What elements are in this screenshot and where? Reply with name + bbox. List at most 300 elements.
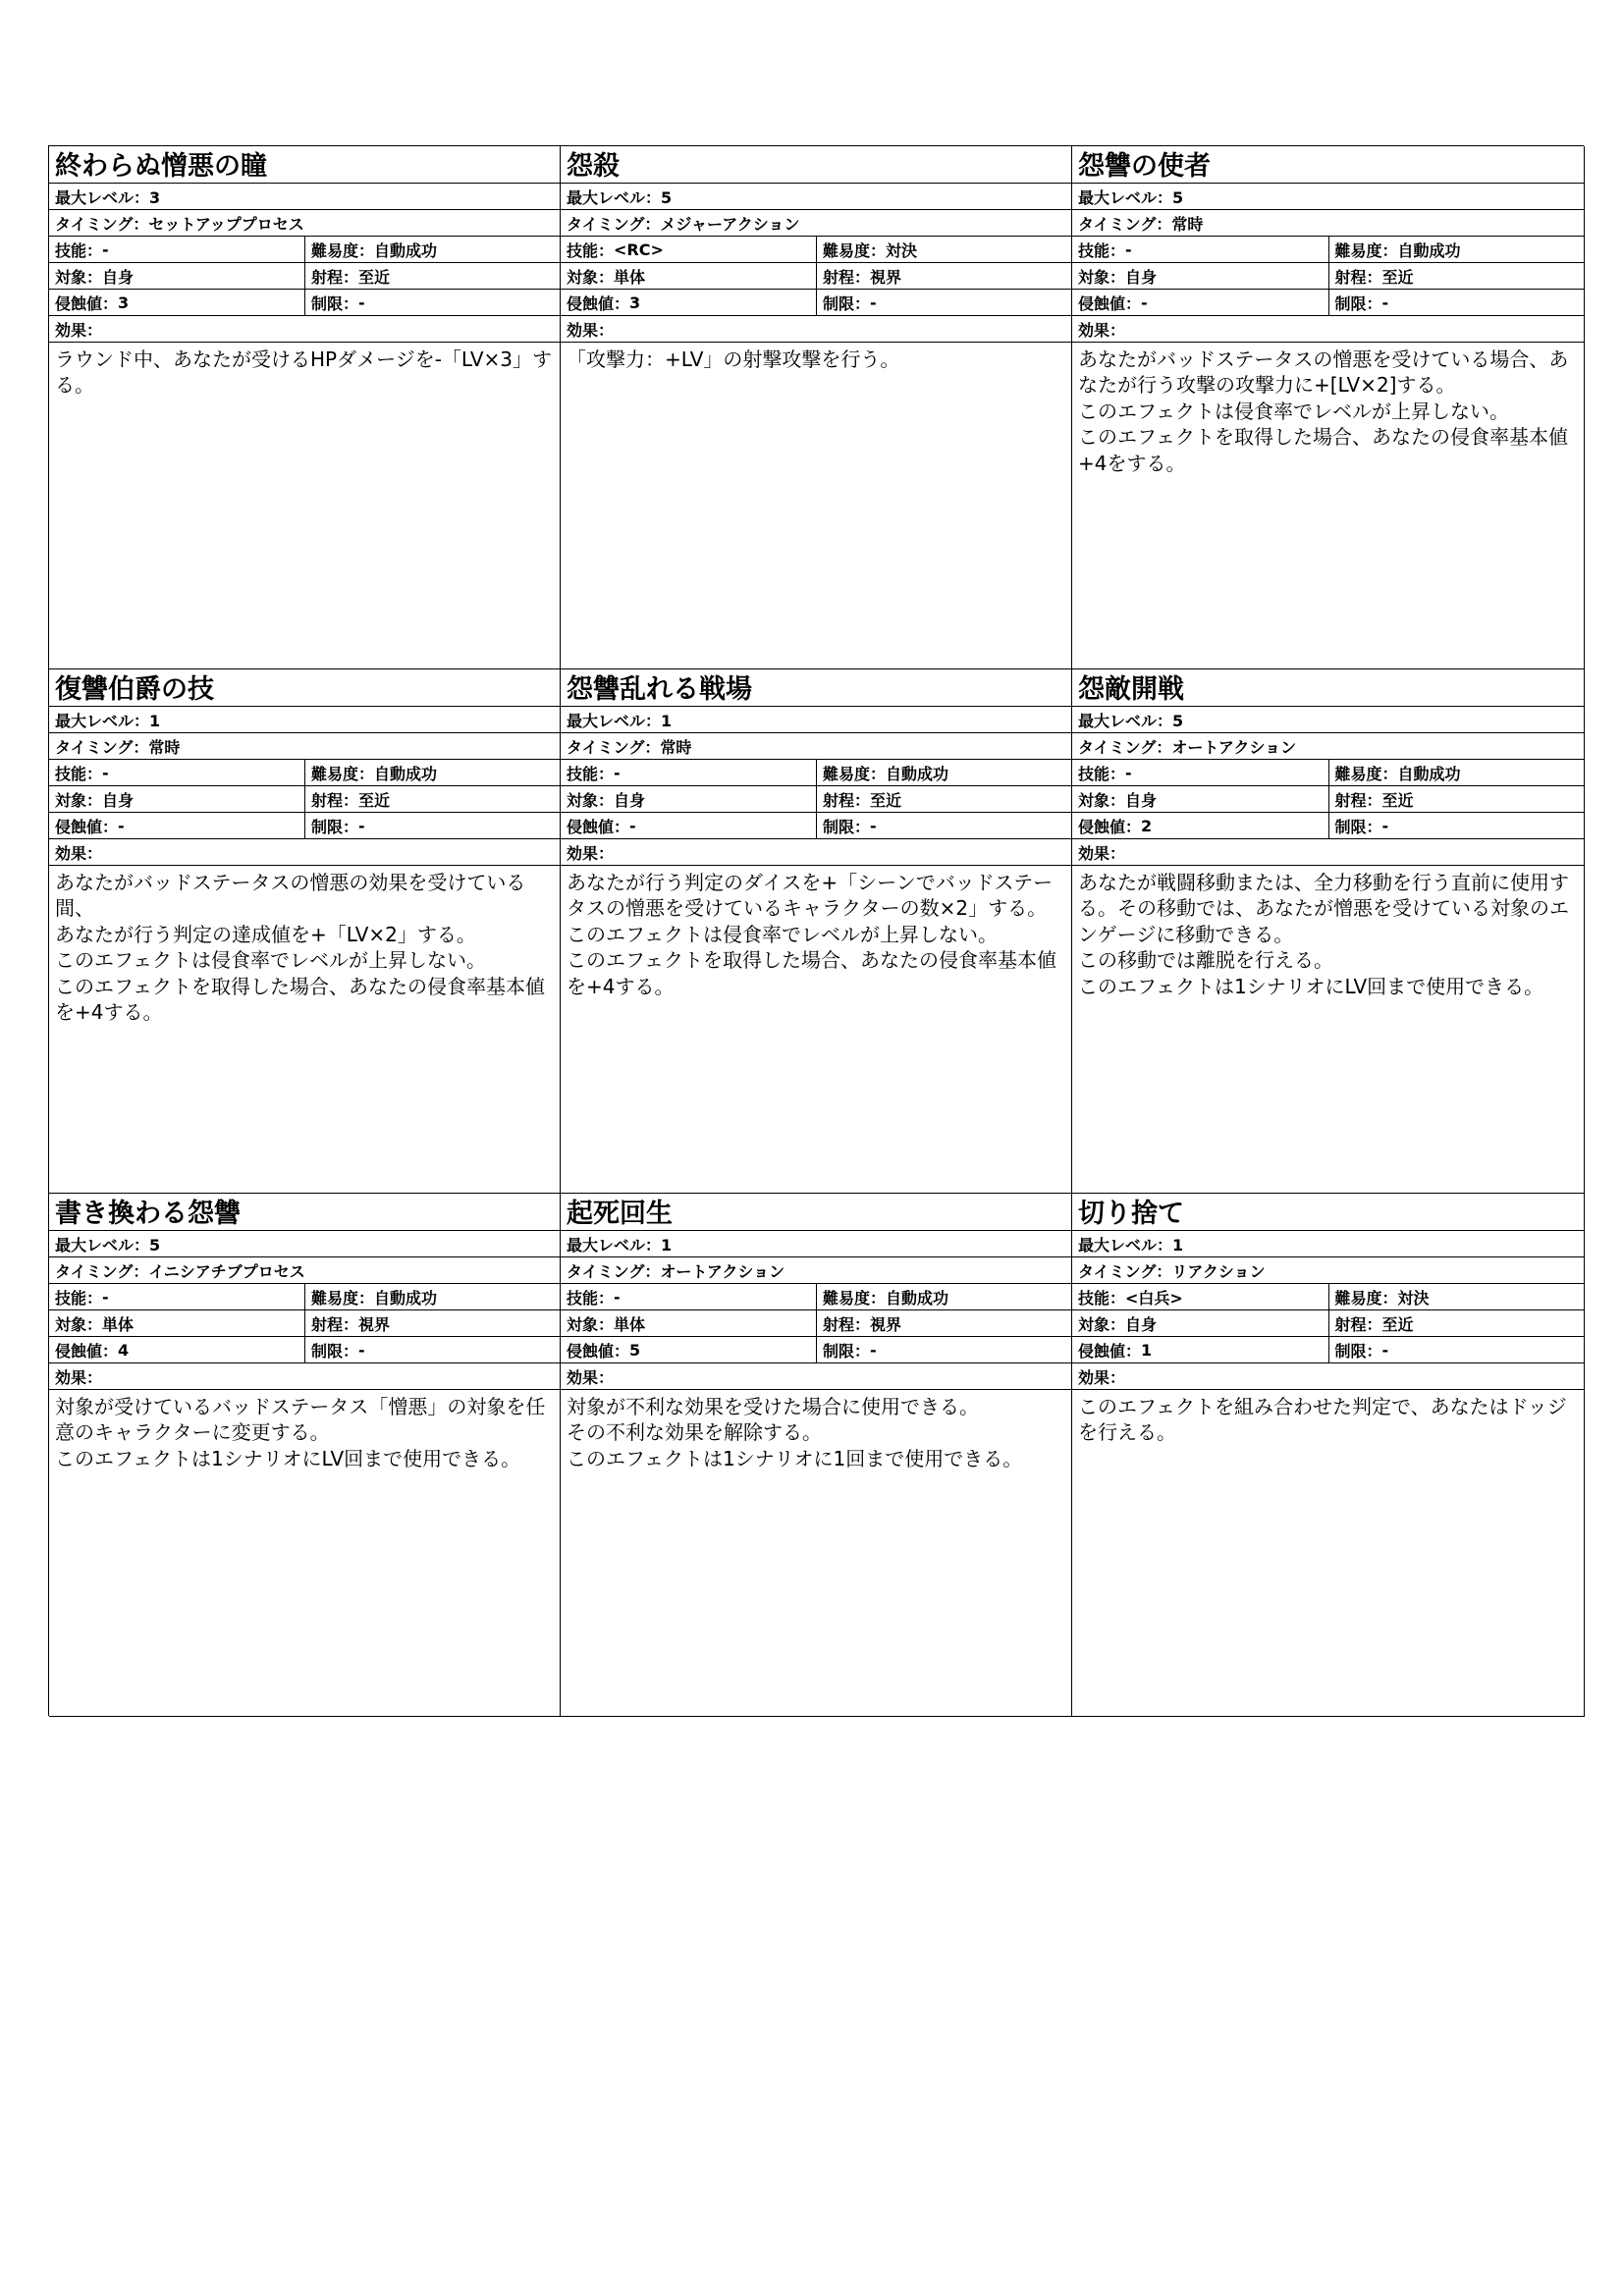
- limit-value: -: [870, 293, 877, 312]
- max-level-label: 最大レベル：: [567, 187, 662, 207]
- limit-field: [304, 1337, 560, 1362]
- effect-text: 対象が受けているバッドステータス「憎悪」の対象を任意のキャラクターに変更する。 このエフェクトは1シナリオにLV回まで使用できる。: [55, 1395, 546, 1470]
- skill-label: 技能：: [1078, 1288, 1126, 1308]
- target-value: 自身: [1125, 790, 1158, 810]
- difficulty-value: 自動成功: [374, 240, 438, 260]
- target-range-row: [49, 1310, 560, 1337]
- target-label: 対象：: [1078, 267, 1126, 287]
- erosion-limit-row: [1072, 813, 1584, 839]
- limit-field: [1328, 813, 1585, 838]
- timing-row: [49, 1257, 560, 1284]
- max-level-row: [1072, 1231, 1584, 1257]
- skill-difficulty-row: [49, 237, 560, 263]
- range-value: 至近: [358, 267, 391, 287]
- max-level-label: 最大レベル：: [567, 711, 662, 730]
- max-level-field: [49, 1233, 166, 1255]
- effect-card: [561, 1194, 1072, 1717]
- erosion-label: 侵蝕値：: [55, 294, 119, 313]
- max-level-row: [561, 707, 1071, 733]
- erosion-label: 侵蝕値：: [567, 817, 630, 836]
- effect-header-row: [1072, 316, 1584, 343]
- timing-label: タイミング：: [55, 1261, 149, 1281]
- difficulty-label: 難易度：: [311, 240, 375, 260]
- timing-value: リアクション: [1171, 1261, 1266, 1281]
- effect-label: 効果：: [55, 843, 103, 863]
- range-label: 射程：: [311, 1314, 359, 1334]
- difficulty-value: 自動成功: [886, 1288, 949, 1308]
- max-level-label: 最大レベル：: [567, 1235, 662, 1255]
- target-label: 対象：: [1078, 1314, 1126, 1334]
- skill-field: [561, 760, 816, 785]
- erosion-limit-row: [49, 813, 560, 839]
- max-level-row: [49, 184, 560, 210]
- erosion-value: -: [1141, 293, 1148, 312]
- timing-field: [561, 212, 805, 235]
- effect-text: あなたが行う判定のダイスを+「シーンでバッドステータスの憎悪を受けているキャラクターの数×2」する。 このエフェクトは侵食率でレベルが上昇しない。 このエフェクトを取得した場合、あなたの侵食率基本値を+4する。: [567, 871, 1056, 998]
- effect-header-row: [49, 839, 560, 866]
- target-range-row: [1072, 786, 1584, 813]
- erosion-label: 侵蝕値：: [55, 817, 119, 836]
- skill-label: 技能：: [567, 240, 615, 260]
- limit-label: 制限：: [1334, 1341, 1382, 1361]
- target-field: [561, 786, 816, 812]
- card-title-row: [49, 1194, 560, 1231]
- target-label: 対象：: [567, 1314, 615, 1334]
- skill-value: -: [1125, 240, 1132, 259]
- difficulty-field: [304, 237, 560, 262]
- limit-label: 制限：: [311, 294, 359, 313]
- effect-card-sheet: [48, 145, 1584, 1716]
- effect-label: 効果：: [55, 1367, 103, 1387]
- skill-label: 技能：: [567, 764, 615, 783]
- erosion-limit-row: [561, 290, 1071, 316]
- target-value: 自身: [1125, 267, 1158, 287]
- effect-card: [49, 146, 561, 669]
- skill-field: [1072, 1284, 1328, 1309]
- difficulty-label: 難易度：: [311, 764, 375, 783]
- erosion-value: 5: [629, 1340, 641, 1360]
- limit-field: [816, 1337, 1071, 1362]
- card-title-row: [1072, 669, 1584, 707]
- difficulty-value: 自動成功: [886, 764, 949, 783]
- max-level-field: [49, 186, 166, 208]
- difficulty-value: 自動成功: [374, 764, 438, 783]
- effect-header-row: [1072, 839, 1584, 866]
- range-label: 射程：: [1334, 1314, 1382, 1334]
- card-title: 怨讐乱れる戦場: [567, 674, 752, 705]
- range-value: 至近: [1381, 267, 1414, 287]
- difficulty-value: 自動成功: [1397, 764, 1461, 783]
- max-level-field: [1072, 1233, 1189, 1255]
- timing-value: オートアクション: [1171, 737, 1297, 757]
- range-label: 射程：: [311, 267, 359, 287]
- difficulty-field: [1328, 1284, 1585, 1309]
- range-value: 至近: [1381, 1314, 1414, 1334]
- erosion-limit-row: [561, 1337, 1071, 1363]
- max-level-field: [1072, 709, 1189, 731]
- range-field: [816, 263, 1071, 289]
- card-title: 怨讐の使者: [1078, 151, 1211, 182]
- limit-label: 制限：: [823, 1341, 871, 1361]
- max-level-row: [49, 1231, 560, 1257]
- effect-text: あなたが戦闘移動または、全力移動を行う直前に使用する。その移動では、あなたが憎悪を受けている対象のエンゲージに移動できる。 この移動では離脱を行える。 このエフェクトは1シナリオにLV回まで使用できる。: [1078, 871, 1569, 998]
- difficulty-label: 難易度：: [823, 764, 887, 783]
- target-value: 自身: [102, 267, 135, 287]
- skill-value: -: [102, 1287, 109, 1307]
- range-field: [304, 786, 560, 812]
- difficulty-label: 難易度：: [823, 1288, 887, 1308]
- range-field: [816, 1310, 1071, 1336]
- difficulty-value: 対決: [1397, 1288, 1430, 1308]
- max-level-field: [1072, 186, 1189, 208]
- limit-value: -: [870, 1340, 877, 1360]
- max-level-label: 最大レベル：: [1078, 1235, 1173, 1255]
- timing-label: タイミング：: [567, 214, 661, 234]
- target-label: 対象：: [55, 790, 103, 810]
- timing-field: [49, 212, 310, 235]
- skill-field: [1072, 237, 1328, 262]
- skill-difficulty-row: [561, 237, 1071, 263]
- timing-value: オートアクション: [660, 1261, 785, 1281]
- range-field: [304, 263, 560, 289]
- skill-difficulty-row: [1072, 760, 1584, 786]
- difficulty-label: 難易度：: [1334, 240, 1398, 260]
- max-level-field: [561, 709, 677, 731]
- limit-label: 制限：: [311, 1341, 359, 1361]
- card-title: 終わらぬ憎悪の瞳: [55, 151, 267, 182]
- difficulty-value: 自動成功: [1397, 240, 1461, 260]
- target-field: [1072, 263, 1328, 289]
- timing-field: [561, 1259, 790, 1282]
- erosion-field: [49, 290, 304, 315]
- skill-field: [1072, 760, 1328, 785]
- timing-label: タイミング：: [1078, 737, 1172, 757]
- difficulty-field: [816, 760, 1071, 785]
- target-range-row: [561, 1310, 1071, 1337]
- range-field: [1328, 1310, 1585, 1336]
- erosion-label: 侵蝕値：: [1078, 817, 1142, 836]
- timing-field: [1072, 735, 1302, 758]
- erosion-limit-row: [49, 290, 560, 316]
- timing-row: [49, 210, 560, 237]
- max-level-field: [561, 1233, 677, 1255]
- target-range-row: [49, 263, 560, 290]
- target-range-row: [49, 786, 560, 813]
- effect-header-row: [561, 1363, 1071, 1390]
- skill-value: -: [614, 1287, 621, 1307]
- card-title: 起死回生: [567, 1199, 673, 1229]
- skill-value: <白兵>: [1125, 1288, 1183, 1308]
- skill-difficulty-row: [1072, 237, 1584, 263]
- erosion-value: 4: [118, 1340, 130, 1360]
- difficulty-field: [304, 1284, 560, 1309]
- effect-label: 効果：: [55, 320, 103, 340]
- erosion-limit-row: [49, 1337, 560, 1363]
- timing-row: [561, 1257, 1071, 1284]
- range-label: 射程：: [311, 790, 359, 810]
- timing-row: [561, 210, 1071, 237]
- timing-label: タイミング：: [55, 737, 149, 757]
- limit-field: [816, 813, 1071, 838]
- range-value: 視界: [870, 1314, 902, 1334]
- skill-difficulty-row: [49, 760, 560, 786]
- effect-card: [1072, 146, 1585, 669]
- difficulty-field: [816, 1284, 1071, 1309]
- effect-text: ラウンド中、あなたが受けるHPダメージを-「LV×3」する。: [55, 347, 553, 398]
- target-label: 対象：: [55, 267, 103, 287]
- erosion-label: 侵蝕値：: [55, 1341, 119, 1361]
- skill-label: 技能：: [567, 1288, 615, 1308]
- max-level-label: 最大レベル：: [55, 711, 150, 730]
- erosion-field: [1072, 290, 1328, 315]
- max-level-label: 最大レベル：: [55, 1235, 150, 1255]
- erosion-value: -: [629, 816, 636, 835]
- max-level-row: [561, 1231, 1071, 1257]
- skill-value: <RC>: [614, 240, 664, 259]
- target-label: 対象：: [567, 790, 615, 810]
- timing-label: タイミング：: [567, 737, 661, 757]
- range-value: 視界: [358, 1314, 391, 1334]
- limit-field: [304, 290, 560, 315]
- effect-header-row: [49, 1363, 560, 1390]
- timing-field: [1072, 1259, 1271, 1282]
- difficulty-label: 難易度：: [311, 1288, 375, 1308]
- skill-value: -: [1125, 763, 1132, 782]
- effect-card: [1072, 1194, 1585, 1717]
- limit-value: -: [358, 816, 365, 835]
- limit-value: -: [1381, 816, 1389, 835]
- timing-label: タイミング：: [567, 1261, 661, 1281]
- skill-value: -: [614, 763, 621, 782]
- range-field: [1328, 263, 1585, 289]
- limit-field: [304, 813, 560, 838]
- skill-field: [49, 237, 304, 262]
- target-field: [1072, 1310, 1328, 1336]
- limit-value: -: [1381, 1340, 1389, 1360]
- max-level-value: 5: [1172, 711, 1184, 730]
- card-title: 切り捨て: [1078, 1199, 1184, 1229]
- effect-header-row: [561, 316, 1071, 343]
- effect-label: 効果：: [567, 843, 615, 863]
- skill-label: 技能：: [1078, 240, 1126, 260]
- erosion-limit-row: [561, 813, 1071, 839]
- card-title-row: [49, 669, 560, 707]
- card-title-row: [561, 669, 1071, 707]
- timing-value: メジャーアクション: [660, 214, 800, 234]
- max-level-row: [1072, 707, 1584, 733]
- target-field: [49, 1310, 304, 1336]
- limit-field: [1328, 290, 1585, 315]
- timing-field: [1072, 212, 1209, 235]
- limit-value: -: [1381, 293, 1389, 312]
- erosion-label: 侵蝕値：: [1078, 294, 1142, 313]
- range-label: 射程：: [823, 267, 871, 287]
- erosion-limit-row: [1072, 1337, 1584, 1363]
- max-level-row: [1072, 184, 1584, 210]
- skill-field: [561, 237, 816, 262]
- difficulty-field: [1328, 237, 1585, 262]
- timing-row: [1072, 210, 1584, 237]
- max-level-value: 3: [149, 187, 161, 207]
- max-level-label: 最大レベル：: [55, 187, 150, 207]
- difficulty-value: 自動成功: [374, 1288, 438, 1308]
- erosion-field: [49, 1337, 304, 1362]
- target-range-row: [561, 786, 1071, 813]
- target-field: [561, 1310, 816, 1336]
- target-value: 自身: [1125, 1314, 1158, 1334]
- limit-field: [1328, 1337, 1585, 1362]
- erosion-field: [561, 813, 816, 838]
- limit-label: 制限：: [1334, 817, 1382, 836]
- erosion-label: 侵蝕値：: [567, 1341, 630, 1361]
- erosion-limit-row: [1072, 290, 1584, 316]
- timing-label: タイミング：: [55, 214, 149, 234]
- limit-label: 制限：: [823, 817, 871, 836]
- difficulty-value: 対決: [886, 240, 918, 260]
- effect-text: このエフェクトを組み合わせた判定で、あなたはドッジを行える。: [1078, 1395, 1567, 1445]
- target-field: [561, 263, 816, 289]
- max-level-value: 5: [661, 187, 673, 207]
- target-label: 対象：: [1078, 790, 1126, 810]
- range-value: 至近: [358, 790, 391, 810]
- card-title: 書き換わる怨讐: [55, 1199, 241, 1229]
- target-value: 単体: [614, 267, 646, 287]
- max-level-field: [49, 709, 166, 731]
- limit-label: 制限：: [1334, 294, 1382, 313]
- target-label: 対象：: [55, 1314, 103, 1334]
- max-level-label: 最大レベル：: [1078, 711, 1173, 730]
- target-field: [49, 263, 304, 289]
- effect-header-row: [49, 316, 560, 343]
- effect-text: 対象が不利な効果を受けた場合に使用できる。 その不利な効果を解除する。 このエフェクトは1シナリオに1回まで使用できる。: [567, 1395, 1023, 1470]
- max-level-value: 1: [149, 711, 161, 730]
- effect-card: [49, 1194, 561, 1717]
- max-level-value: 5: [1172, 187, 1184, 207]
- timing-value: セットアッププロセス: [148, 214, 304, 234]
- max-level-row: [49, 707, 560, 733]
- erosion-value: 3: [629, 293, 641, 312]
- timing-field: [561, 735, 697, 758]
- timing-row: [561, 733, 1071, 760]
- card-title: 怨殺: [567, 151, 620, 182]
- timing-field: [49, 1259, 311, 1282]
- erosion-field: [561, 1337, 816, 1362]
- target-range-row: [1072, 1310, 1584, 1337]
- erosion-value: -: [118, 816, 125, 835]
- timing-value: 常時: [1171, 214, 1204, 234]
- range-value: 至近: [870, 790, 902, 810]
- max-level-value: 5: [149, 1235, 161, 1255]
- difficulty-label: 難易度：: [823, 240, 887, 260]
- timing-row: [1072, 1257, 1584, 1284]
- target-value: 単体: [614, 1314, 646, 1334]
- target-value: 単体: [102, 1314, 135, 1334]
- skill-label: 技能：: [55, 240, 103, 260]
- max-level-field: [561, 186, 677, 208]
- difficulty-field: [1328, 760, 1585, 785]
- timing-row: [1072, 733, 1584, 760]
- erosion-field: [1072, 1337, 1328, 1362]
- skill-difficulty-row: [49, 1284, 560, 1310]
- skill-difficulty-row: [1072, 1284, 1584, 1310]
- effect-card: [561, 669, 1072, 1194]
- max-level-value: 1: [1172, 1235, 1184, 1255]
- limit-value: -: [358, 1340, 365, 1360]
- range-label: 射程：: [823, 790, 871, 810]
- difficulty-label: 難易度：: [1334, 764, 1398, 783]
- limit-value: -: [358, 293, 365, 312]
- erosion-label: 侵蝕値：: [1078, 1341, 1142, 1361]
- effect-card: [561, 146, 1072, 669]
- target-range-row: [561, 263, 1071, 290]
- skill-label: 技能：: [55, 1288, 103, 1308]
- timing-value: イニシアチブプロセス: [148, 1261, 305, 1281]
- range-field: [816, 786, 1071, 812]
- card-title: 復讐伯爵の技: [55, 674, 214, 705]
- erosion-value: 1: [1141, 1340, 1153, 1360]
- erosion-field: [49, 813, 304, 838]
- effect-header-row: [561, 839, 1071, 866]
- card-title-row: [561, 1194, 1071, 1231]
- limit-label: 制限：: [823, 294, 871, 313]
- max-level-value: 1: [661, 1235, 673, 1255]
- timing-field: [49, 735, 186, 758]
- timing-value: 常時: [148, 737, 181, 757]
- effect-text: あなたがバッドステータスの憎悪の効果を受けている間、 あなたが行う判定の達成値を+「LV×2」する。 このエフェクトは侵食率でレベルが上昇しない。 このエフェクトを取得した場合、あなたの侵食率基本値を+4する。: [55, 871, 545, 1024]
- effect-label: 効果：: [567, 1367, 615, 1387]
- range-field: [1328, 786, 1585, 812]
- card-title-row: [1072, 1194, 1584, 1231]
- max-level-row: [561, 184, 1071, 210]
- effect-label: 効果：: [1078, 843, 1126, 863]
- skill-value: -: [102, 240, 109, 259]
- effect-card: [1072, 669, 1585, 1194]
- limit-value: -: [870, 816, 877, 835]
- erosion-value: 3: [118, 293, 130, 312]
- effect-header-row: [1072, 1363, 1584, 1390]
- difficulty-field: [304, 760, 560, 785]
- skill-difficulty-row: [561, 760, 1071, 786]
- erosion-value: 2: [1141, 816, 1153, 835]
- card-title-row: [561, 146, 1071, 184]
- effect-card: [49, 669, 561, 1194]
- target-field: [49, 786, 304, 812]
- timing-label: タイミング：: [1078, 1261, 1172, 1281]
- limit-label: 制限：: [311, 817, 359, 836]
- effect-label: 効果：: [567, 320, 615, 340]
- range-label: 射程：: [1334, 790, 1382, 810]
- max-level-value: 1: [661, 711, 673, 730]
- effect-text: 「攻撃力：+LV」の射撃攻撃を行う。: [567, 347, 900, 371]
- target-field: [1072, 786, 1328, 812]
- target-label: 対象：: [567, 267, 615, 287]
- erosion-label: 侵蝕値：: [567, 294, 630, 313]
- skill-field: [561, 1284, 816, 1309]
- skill-difficulty-row: [561, 1284, 1071, 1310]
- effect-label: 効果：: [1078, 1367, 1126, 1387]
- range-value: 視界: [870, 267, 902, 287]
- difficulty-field: [816, 237, 1071, 262]
- effect-text: あなたがバッドステータスの憎悪を受けている場合、あなたが行う攻撃の攻撃力に+[LV×2]する。 このエフェクトは侵食率でレベルが上昇しない。 このエフェクトを取得した場合、あなたの侵食率基本値+4をする。: [1078, 347, 1569, 475]
- card-title-row: [49, 146, 560, 184]
- target-range-row: [1072, 263, 1584, 290]
- card-title-row: [1072, 146, 1584, 184]
- effect-label: 効果：: [1078, 320, 1126, 340]
- skill-field: [49, 760, 304, 785]
- range-field: [304, 1310, 560, 1336]
- skill-label: 技能：: [55, 764, 103, 783]
- difficulty-label: 難易度：: [1334, 1288, 1398, 1308]
